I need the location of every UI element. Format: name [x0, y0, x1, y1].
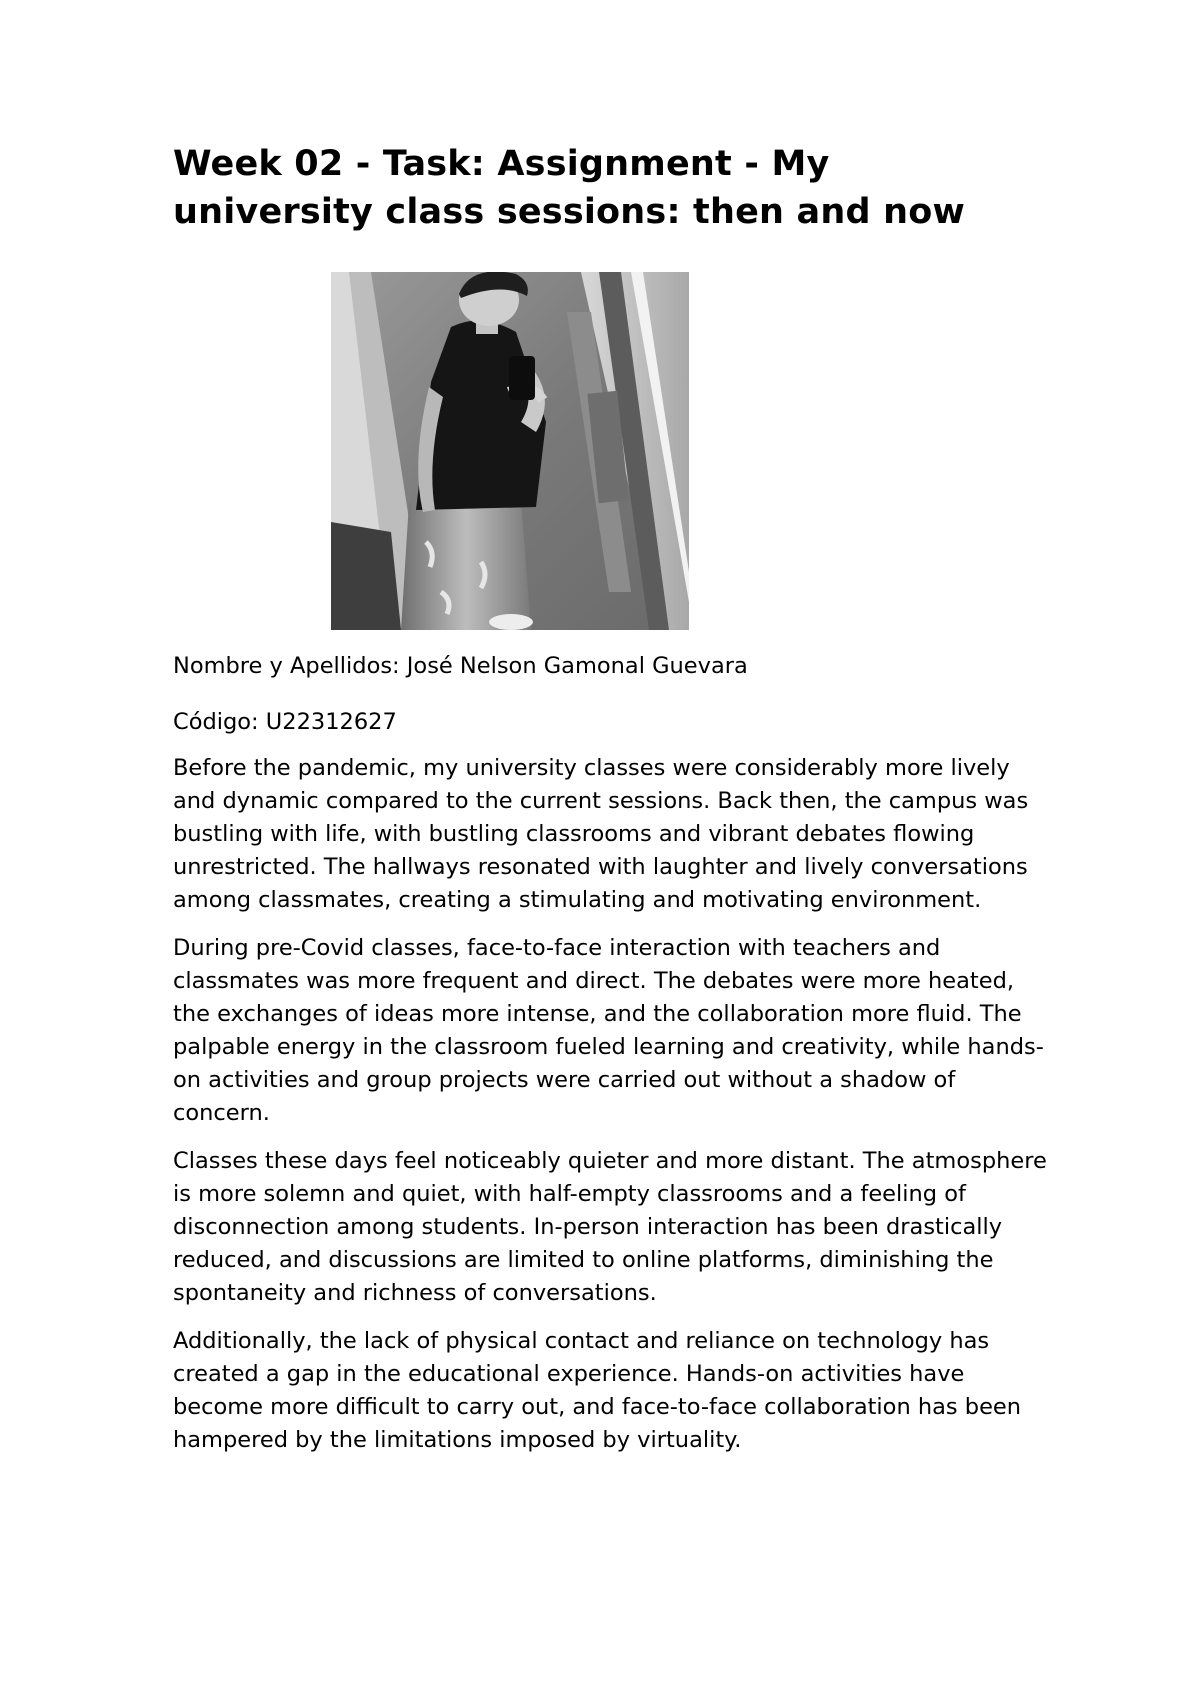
paragraph-3: Classes these days feel noticeably quieter and more distant. The atmosphere is more solemn and quiet, with half-empty classrooms and a feeling of disconnection among students. In-person interaction has been drastically reduced, and discussions are limited to online platforms, diminishing the spontaneity and richness of conversations.: [173, 1148, 1047, 1306]
paragraph-1: Before the pandemic, my university classes were considerably more lively and dynamic compared to the current sessions. Back then, the campus was bustling with life, with bustling classrooms and vibrant debates flowing unrestricted. The hallways resonated with laughter and lively conversations among classmates, creating a stimulating and motivating environment.: [173, 755, 1029, 913]
paragraph-2: During pre-Covid classes, face-to-face interaction with teachers and classmates was more frequent and direct. The debates were more heated, the exchanges of ideas more intense, and the collaboration more fluid. The palpable energy in the classroom fueled learning and creativity, while hands-on activities and group projects were carried out without a shadow of concern.: [173, 935, 1044, 1126]
document-title: [173, 140, 1053, 236]
title-line-1: Week 02 - Task: Assignment - My: [173, 144, 830, 184]
title-line-2: university class sessions: then and now: [173, 192, 965, 232]
paragraph-4: Additionally, the lack of physical contact and reliance on technology has created a gap in the educational experience. Hands-on activities have become more difficult to carry out, and face-to-face collaboration has been hampered by the limitations imposed by virtuality.: [173, 1328, 1022, 1453]
student-code: Código: U22312627: [173, 709, 397, 735]
student-name: Nombre y Apellidos: José Nelson Gamonal Guevara: [173, 653, 748, 679]
person-selfie-photo-icon: [331, 272, 689, 630]
document-body: [173, 140, 1053, 1457]
student-photo: [331, 272, 689, 630]
